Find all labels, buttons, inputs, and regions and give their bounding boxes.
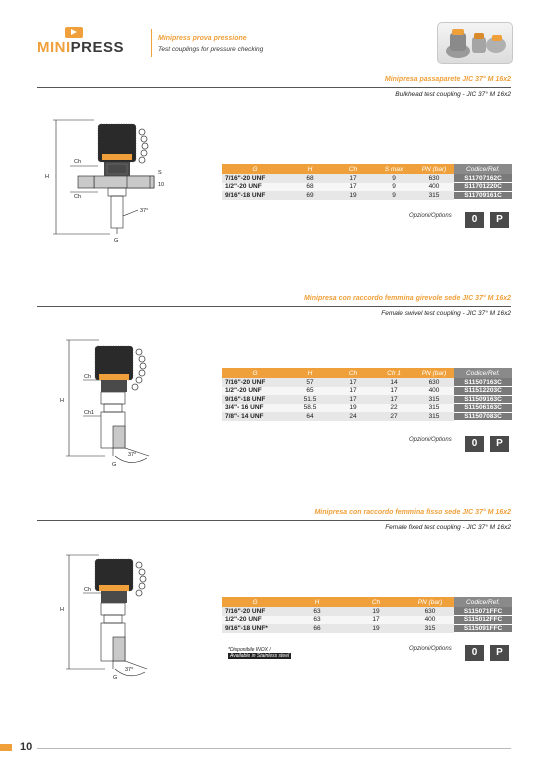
section-2-subtitle: Female swivel test coupling - JIC 37° M 16x2 (381, 310, 511, 317)
cell: 9/16"-18 UNF (222, 191, 288, 200)
section-3-subtitle: Female fixed test coupling - JIC 37° M 16x2 (385, 524, 511, 531)
option-0-button[interactable]: 0 (465, 645, 484, 661)
cell-code: S11507163C (454, 378, 512, 387)
cell: 7/8"- 14 UNF (222, 412, 288, 421)
col-header: H (288, 368, 332, 378)
section-2-rule (37, 306, 511, 307)
col-header: Ch 1 (374, 368, 414, 378)
cell-code: S115071FFC (454, 607, 512, 616)
cell: 64 (288, 412, 332, 421)
cell: 630 (406, 607, 454, 616)
female-fixed-coupling-drawing (55, 545, 165, 695)
cell: 22 (374, 404, 414, 413)
cell: 17 (332, 183, 374, 192)
cell: 19 (332, 404, 374, 413)
cell: 65 (288, 387, 332, 396)
table-header-row (222, 164, 512, 174)
drawing-label-h: H (45, 174, 49, 180)
cell: 400 (414, 387, 454, 396)
drawing-label-10: 10 (158, 182, 165, 188)
note-english: Available in Stainless steel (230, 653, 290, 659)
brand-mini: MINI (37, 39, 71, 56)
cell: 17 (332, 378, 374, 387)
table-header-row (222, 597, 512, 607)
options-label: Opzioni/Options (409, 213, 452, 219)
cell: 19 (346, 624, 406, 633)
table-row (222, 183, 512, 192)
cell-code: S115012FFC (454, 616, 512, 625)
cell: 9 (374, 191, 414, 200)
brand-press: PRESS (70, 39, 125, 56)
header-title: Minipress prova pressione (158, 35, 247, 42)
col-header: G (222, 164, 288, 174)
page-number: 10 (20, 741, 33, 753)
option-p-button[interactable]: P (490, 645, 509, 661)
drawing-label-ch-lower: Ch (74, 194, 82, 200)
table-row (222, 378, 512, 387)
drawing-label-h: H (60, 607, 64, 613)
cell-code: S11512203C (454, 387, 512, 396)
col-header: H (288, 597, 346, 607)
col-header: Ch (332, 164, 374, 174)
cell: 14 (374, 378, 414, 387)
col-header: Ch (332, 368, 374, 378)
minipress-logo (37, 27, 137, 56)
col-header: H (288, 164, 332, 174)
logo-arrow-icon (65, 27, 83, 38)
option-p-button[interactable]: P (490, 436, 509, 452)
cell: 1/2"-20 UNF (222, 387, 288, 396)
cell: 7/16"-20 UNF (222, 174, 288, 183)
col-header: PN (bar) (414, 368, 454, 378)
cell: 17 (346, 616, 406, 625)
cell: 7/16"-20 UNF (222, 607, 288, 616)
drawing-label-s: S (158, 170, 162, 176)
section-1-rule (37, 87, 511, 88)
cell: 17 (374, 395, 414, 404)
cell: 17 (332, 174, 374, 183)
section-3-rule (37, 520, 511, 521)
cell: 17 (332, 395, 374, 404)
table-row (222, 387, 512, 396)
section-2-table (222, 368, 512, 421)
cell-code: S11701220C (454, 183, 512, 192)
bulkhead-coupling-drawing (45, 108, 180, 248)
female-swivel-coupling-drawing (55, 330, 165, 480)
drawing-label-ch: Ch (84, 587, 92, 593)
cell: 3/4"- 16 UNF (222, 404, 288, 413)
drawing-label-ch: Ch (74, 159, 82, 165)
cell: 9/16"-18 UNF (222, 395, 288, 404)
section-1-table (222, 164, 512, 200)
col-header: S max (374, 164, 414, 174)
cell: 58.5 (288, 404, 332, 413)
option-0-button[interactable]: 0 (465, 436, 484, 452)
drawing-label-g: G (114, 238, 119, 244)
cell-code: S11506163C (454, 404, 512, 413)
cell-code: S11707162C (454, 174, 512, 183)
cell-code: S11507083C (454, 412, 512, 421)
drawing-label-angle: 37° (125, 667, 134, 673)
table-row (222, 624, 512, 633)
cell: 315 (414, 412, 454, 421)
col-header: Codice/Ref. (454, 597, 512, 607)
cell: 9 (374, 183, 414, 192)
col-header: G (222, 597, 288, 607)
cell: 17 (332, 387, 374, 396)
cell: 68 (288, 183, 332, 192)
cell: 630 (414, 378, 454, 387)
drawing-label-ch: Ch (84, 374, 92, 380)
cell: 63 (288, 607, 346, 616)
cell: 7/16"-20 UNF (222, 378, 288, 387)
drawing-label-angle: 37° (128, 452, 137, 458)
table-row (222, 404, 512, 413)
option-0-button[interactable]: 0 (465, 212, 484, 228)
cell: 315 (414, 404, 454, 413)
header-subtitle: Test couplings for pressure checking (158, 46, 264, 53)
col-header: PN (bar) (414, 164, 454, 174)
cell: 51.5 (288, 395, 332, 404)
cell: 315 (414, 395, 454, 404)
cell: 17 (374, 387, 414, 396)
cell: 9 (374, 174, 414, 183)
table-row (222, 616, 512, 625)
drawing-label-h: H (60, 398, 64, 404)
option-p-button[interactable]: P (490, 212, 509, 228)
cell: 630 (414, 174, 454, 183)
cell-code: S11709161C (454, 191, 512, 200)
cell: 19 (346, 607, 406, 616)
table-row (222, 174, 512, 183)
cell: 63 (288, 616, 346, 625)
section-2-title: Minipresa con raccordo femmina girevole sede JIC 37° M 16x2 (303, 295, 511, 302)
col-header: Ch (346, 597, 406, 607)
cell: 66 (288, 624, 346, 633)
drawing-label-g: G (113, 675, 118, 681)
drawing-label-ch1: Ch1 (84, 410, 95, 416)
product-photo (437, 22, 513, 64)
section-3-table (222, 597, 512, 633)
section-1-subtitle: Bulkhead test coupling - JIC 37° M 16x2 (395, 91, 511, 98)
cell: 19 (332, 191, 374, 200)
drawing-label-angle: 37° (140, 208, 149, 214)
brand-wordmark (37, 39, 124, 56)
cell: 69 (288, 191, 332, 200)
drawing-label-g: G (112, 462, 117, 468)
cell: 68 (288, 174, 332, 183)
table-row (222, 607, 512, 616)
cell: 1/2"-20 UNF (222, 616, 288, 625)
col-header: PN (bar) (406, 597, 454, 607)
header-divider (151, 29, 152, 57)
cell: 24 (332, 412, 374, 421)
table-row (222, 191, 512, 200)
cell: 27 (374, 412, 414, 421)
section-1-title: Minipresa passaparete JIC 37° M 16x2 (384, 76, 511, 83)
cell: 315 (414, 191, 454, 200)
cell: 57 (288, 378, 332, 387)
section-3-title: Minipresa con raccordo femmina fisso sede JIC 37° M 16x2 (314, 509, 511, 516)
footer-accent-bar (0, 744, 12, 751)
cell: 400 (414, 183, 454, 192)
note-italian: *Disponibile INOX / (228, 647, 271, 653)
cell: 1/2"-20 UNF (222, 183, 288, 192)
options-label: Opzioni/Options (409, 437, 452, 443)
col-header: G (222, 368, 288, 378)
table-row (222, 395, 512, 404)
table-header-row (222, 368, 512, 378)
cell-code: S115091FFC (454, 624, 512, 633)
col-header: Codice/Ref. (454, 164, 512, 174)
options-label: Opzioni/Options (409, 646, 452, 652)
footer-rule (37, 748, 511, 749)
cell: 315 (406, 624, 454, 633)
col-header: Codice/Ref. (454, 368, 512, 378)
table-row (222, 412, 512, 421)
cell: 9/16"-18 UNF* (222, 624, 288, 633)
cell: 400 (406, 616, 454, 625)
cell-code: S11509163C (454, 395, 512, 404)
stainless-note (228, 647, 291, 659)
